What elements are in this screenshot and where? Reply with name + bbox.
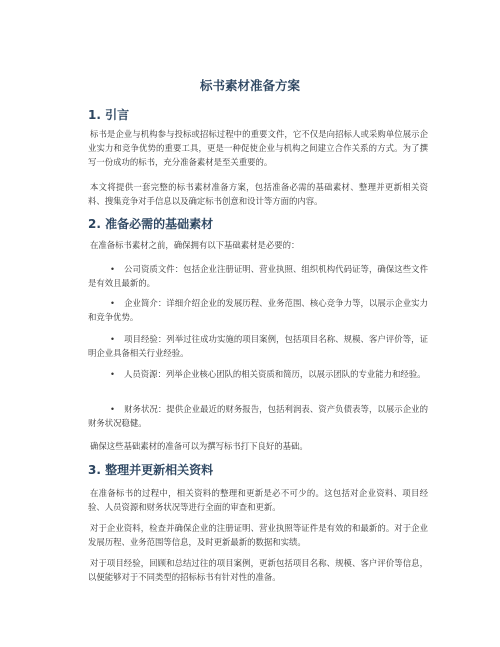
bullet-icon: • [110, 334, 115, 344]
bullet-icon: • [110, 264, 115, 274]
list-item-text: 公司资质文件：包括企业注册证明、营业执照、组织机构代码证等，确保这些文件是有效且最新的。 [88, 264, 428, 288]
paragraph: 对于项目经验，回顾和总结过往的项目案例，更新包括项目名称、规模、客户评价等信息，以便能够对于不同类型的招标标书有针对性的准备。 [88, 558, 428, 582]
section-heading-intro: 1. 引言 [88, 108, 130, 122]
list-item-text: 人员资源：列举企业核心团队的相关资质和简历，以展示团队的专业能力和经验。 [124, 369, 426, 379]
paragraph: 在准备标书的过程中，相关资料的整理和更新是必不可少的。这包括对企业资料、项目经验、人员资源和财务状况等进行全面的审查和更新。 [88, 488, 428, 512]
paragraph: 对于企业资料，检查并确保企业的注册证明、营业执照等证件是有效的和最新的。对于企业发展历程、业务范围等信息，及时更新最新的数据和实绩。 [88, 523, 428, 547]
list-item [88, 402, 428, 430]
list-item [88, 262, 428, 290]
section-heading-update-materials: 3. 整理并更新相关资料 [88, 463, 214, 477]
list-item [88, 296, 428, 324]
bullet-icon: • [110, 298, 115, 308]
section-heading-basic-materials: 2. 准备必需的基础素材 [88, 217, 214, 231]
bullet-icon: • [110, 404, 115, 414]
paragraph: 本文将提供一套完整的标书素材准备方案，包括准备必需的基础素材、整理并更新相关资料、搜集竞争对手信息以及确定标书创意和设计等方面的内容。 [88, 182, 428, 206]
paragraph: 在准备标书素材之前，确保拥有以下基础素材是必要的： [90, 240, 300, 250]
bullet-icon: • [110, 369, 115, 379]
list-item [88, 332, 428, 360]
list-item [88, 367, 428, 381]
list-item-text: 企业简介：详细介绍企业的发展历程、业务范围、核心竞争力等，以展示企业实力和竞争优势。 [88, 298, 428, 322]
document-title: 标书素材准备方案 [199, 78, 300, 93]
list-item-text: 财务状况：提供企业最近的财务报告，包括利润表、资产负债表等，以展示企业的财务状况稳健。 [88, 404, 428, 428]
paragraph: 确保这些基础素材的准备可以为撰写标书打下良好的基础。 [90, 441, 308, 451]
list-item-text: 项目经验：列举过往成功实施的项目案例，包括项目名称、规模、客户评价等，证明企业具备相关行业经验。 [88, 334, 428, 358]
paragraph: 标书是企业与机构参与投标或招标过程中的重要文件，它不仅是向招标人或采购单位展示企业实力和竞争优势的重要工具，更是一种促使企业与机构之间建立合作关系的方式。为了撰写一份成功的标书，充分准备素材是至关重要的。 [88, 129, 428, 167]
